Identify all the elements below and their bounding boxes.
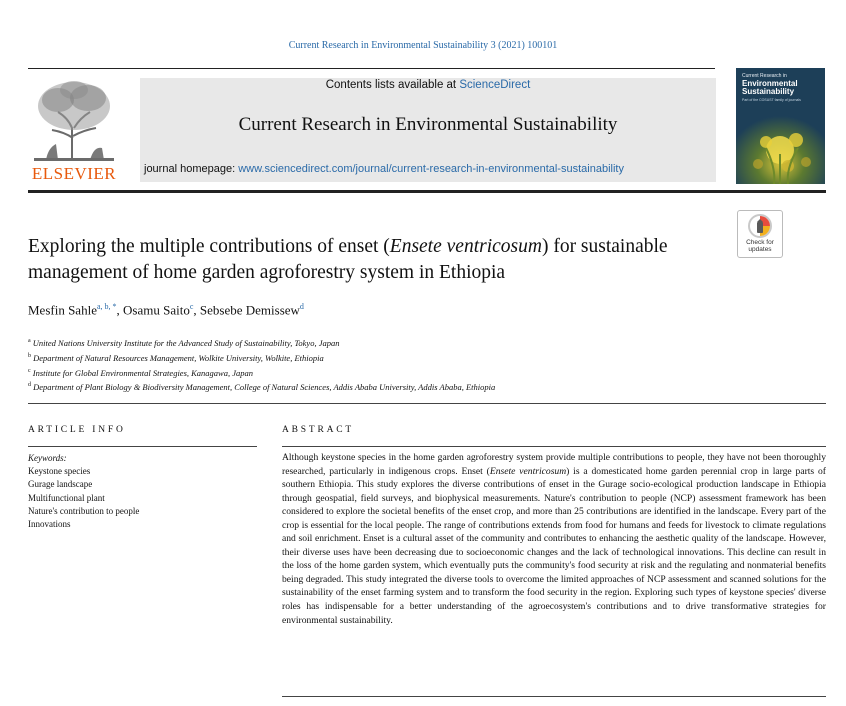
keyword-item: Gurage landscape — [28, 479, 93, 490]
author-affil-sup[interactable]: d — [299, 302, 304, 311]
journal-citation[interactable]: Current Research in Environmental Sustainability 3 (2021) 100101 — [288, 40, 558, 51]
affiliation-sup: d — [28, 382, 31, 389]
affiliation-item — [28, 379, 788, 394]
title-part1: Exploring the multiple contributions of enset ( — [28, 236, 390, 257]
author-list — [28, 302, 304, 318]
keyword-item: Nature's contribution to people — [28, 505, 140, 516]
article-title — [28, 234, 728, 286]
journal-cover[interactable] — [736, 68, 825, 184]
article-info-rule — [28, 446, 257, 447]
author-name[interactable]: Osamu Saito — [123, 302, 190, 318]
badge-line1: Check for — [746, 239, 774, 246]
title-species-italic: Ensete ventricosum — [389, 236, 542, 257]
elsevier-tree-icon — [28, 78, 120, 162]
keyword-item: Keystone species — [28, 466, 91, 477]
affiliation-item — [28, 350, 788, 365]
cover-small-text: Current Research in — [742, 73, 787, 79]
contents-prefix: Contents lists available at — [325, 79, 460, 91]
affiliation-sup: c — [28, 367, 31, 374]
keyword-item: Multifunctional plant — [28, 492, 105, 503]
title-part2: ) for sustainable management of home garden agroforestry system in Ethiopia — [28, 236, 668, 283]
author-name[interactable]: Sebsebe Demissew — [199, 302, 300, 318]
section-rule — [28, 403, 826, 404]
affiliation-text: Department of Plant Biology & Biodiversity Management, College of Natural Sciences, Addis Ababa University, Addis Ababa, Ethiopia — [33, 382, 496, 393]
header-rule — [28, 190, 826, 193]
author-separator: , — [116, 302, 124, 318]
keyword-item: Innovations — [28, 519, 71, 530]
affiliation-text: United Nations University Institute for the Advanced Study of Sustainability, Tokyo, Japan — [32, 337, 340, 348]
keywords-block — [28, 452, 257, 531]
homepage-prefix: journal homepage: — [144, 163, 239, 175]
author-separator: , — [193, 302, 200, 318]
affiliation-sup: a — [28, 338, 31, 344]
affiliation-item — [28, 335, 788, 350]
sciencedirect-link[interactable]: ScienceDirect — [459, 79, 531, 91]
homepage-link[interactable]: www.sciencedirect.com/journal/current-research-in-environmental-sustainability — [238, 163, 624, 175]
abstract-text — [282, 451, 826, 627]
elsevier-logo — [28, 78, 120, 184]
contents-line — [140, 79, 716, 91]
journal-title: Current Research in Environmental Sustainability — [238, 114, 618, 135]
cover-title — [742, 80, 822, 96]
affiliations — [28, 335, 788, 394]
abstract-species-italic: Ensete ventricosum — [489, 465, 567, 477]
cover-title-line2: Sustainability — [742, 87, 795, 96]
abstract-rule — [282, 446, 826, 447]
check-updates-icon — [738, 213, 782, 241]
author-affil-sup[interactable]: a, b, * — [96, 302, 117, 311]
elsevier-wordmark: ELSEVIER — [31, 164, 117, 183]
abstract-heading: ABSTRACT — [282, 425, 355, 435]
abstract-bottom-rule — [282, 696, 826, 697]
affiliation-text: Department of Natural Resources Management, Wolkite University, Wolkite, Ethiopia — [33, 352, 324, 363]
check-for-updates-badge[interactable] — [737, 210, 783, 258]
badge-line2: updates — [748, 246, 772, 253]
journal-homepage — [144, 163, 716, 175]
abstract-part2: ) is a domesticated home garden perennial crop in large parts of southern Ethiopia. This study explores the diverse contributions of enset in the Gurage socio-ecological production landscape in Ethiopia through geospatial, field surveys, and biophysical measurements. Nature's contribution to people (NCP) assessment framework has been considered to explore the societal benefits of the enset crop, and more than 25 contributions are identified in the landscape. Every part of the crop is essential for the local people. The range of contributions extends from food for humans and feeds for livestock to climate regulations and soil enrichment. Enset is a cultural asset of the community and contributes to enhancing the aesthetic quality of the landscape. However, their diverse uses have been decreasing due to socioeconomic changes and the lack of technological innovations. This decline can result in the loss of the home garden system, which eventually puts the community's food security at risk and the regulating and nonmaterial benefits being degraded. This study integrated the diverse tools to overcome the limited approaches of NCP assessment and scanned solutions for the sustainability of the enset farming system and to transform the food security in the region. Exploring such types of keystone species' diverse roles has indispensable for a better understanding of the agroecosystem's contributions and to drive transformative strategies for environmental sustainability. — [282, 465, 826, 626]
affiliation-text: Institute for Global Environmental Strategies, Kanagawa, Japan — [32, 367, 253, 378]
author-name[interactable]: Mesfin Sahle — [28, 302, 97, 318]
badge-text — [738, 239, 782, 253]
affiliation-sup: b — [28, 352, 31, 359]
author-affil-sup[interactable]: c — [189, 302, 194, 311]
cover-title-line1: Environmental — [742, 79, 798, 88]
cover-subtitle: Part of the COSUST family of journals — [742, 98, 801, 102]
abstract-part1: Although keystone species in the home garden agroforestry system provide multiple contributions to people, they have not been thoroughly researched, particularly in indigenous crops. Enset ( — [282, 452, 826, 477]
keywords-label: Keywords: — [28, 453, 67, 463]
article-info-heading: ARTICLE INFO — [28, 425, 126, 435]
top-rule — [28, 68, 715, 69]
affiliation-item — [28, 365, 788, 380]
